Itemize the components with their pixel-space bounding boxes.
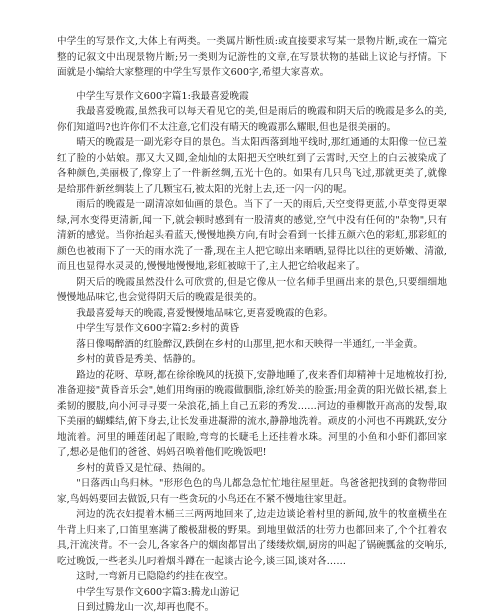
intro-paragraph: 中学生的写景作文,大体上有两类。一类属片断性质:或直接要求写某一景物片断,或在一篇完整的记叙文中出现景物片断;另一类则为记游性的文章,在写景状物的基础上议论与抒情。下面就是小编给大家整理的中学生写景作文600字,希望大家喜欢。 bbox=[57, 36, 447, 78]
section-title: 中学生写景作文600字篇3:腾龙山游记 bbox=[76, 586, 240, 598]
body-paragraph: 我最喜爱晚霞,虽然我可以每天看见它的美,但是雨后的晚霞和阴天后的晚霞是多么的美,你们知道吗?也许你们不太注意,它们没有晴天的晚霞那么耀眼,但也是很美丽的。 bbox=[57, 106, 447, 133]
body-paragraph: 雨后的晚霞是一副清凉如仙画的景色。当下了一天的雨后,天空变得更蓝,小草变得更翠绿,河水变得更清新,闻一下,就会顿时感到有一股清爽的感觉,空气中没有任何的"杂物",只有清新的感觉。当你抬起头看蓝天,慢慢地换方向,有时会看到一长排五颜六色的彩虹,那彩虹的颜色也被雨下了一天的雨水洗了一番,现在主人把它晾出来晒晒,显得比以往的更娇嫩、清澈,而且也显得水灵灵的,慢慢地慢慢地,彩虹被晾干了,主人把它给收起来了。 bbox=[57, 199, 447, 272]
article bbox=[57, 34, 447, 616]
section-title: 中学生写景作文600字篇1:我最喜爱晚霞 bbox=[76, 90, 249, 102]
body-paragraph: 乡村的黄昏又是忙碌、热闹的。 bbox=[76, 462, 212, 474]
body-paragraph: 日到过腾龙山一次,却再也爬不。 bbox=[76, 602, 215, 613]
section-title: 中学生写景作文600字篇2:乡村的黄昏 bbox=[76, 323, 240, 334]
body-paragraph: 乡村的黄昏是秀美、恬静的。 bbox=[76, 354, 202, 365]
spacer bbox=[57, 81, 447, 89]
body-paragraph: 路边的花呀、草呀,都在徐徐晚风的抚摸下,安静地睡了,夜来香们却精神十足地梳妆打扮,准备迎接"黄昏音乐会",她们用绚丽的晚霞做胭脂,涂红娇美的脸蛋;用金黄的阳光做长裙,套上柔韧的腰肢,向小河寻寻要一朵浪花,插上自己五彩的秀发……河边的垂柳散开高高的发髻,取下美丽的蝴蝶结,俯下身去,让长发垂进凝滞的流水,静静地洗着。顽皮的小河也不再跳跃,安分地流着。河里的睡莲闭起了眼睑,弯弯的长睫毛上还挂着水珠。河里的小鱼和小虾们都回家了,想必是他们的爸爸、妈妈召唤着他们吃晚饭吧! bbox=[57, 369, 447, 458]
body-paragraph: 这时,一弯新月已隐隐约约挂在夜空。 bbox=[76, 571, 234, 582]
body-paragraph: 阴天后的晚霞虽然没什么可欣赏的,但是它像从一位名师手里画出来的景色,只要细细地慢慢地品味它,也会觉得阴天后的晚霞是很美的。 bbox=[57, 276, 447, 303]
body-paragraph: 河边的洗衣妇提着木桶三三两两地回来了,边走边谈论着村里的新闻,放牛的牧童横坐在牛背上归来了,口笛里塞满了酸极甜极的野果。到地里做活的壮劳力也都回来了,个个扛着农具,汗流浃背。不一会儿,各家各户的烟囱都冒出了缕缕炊烟,厨房的叫起了锅碗瓢盆的交响乐,吃过晚饭,一些老头儿叼着烟斗蹲在一起谈古论今,谈三国,谈对各…… bbox=[57, 509, 447, 567]
body-paragraph: 落日像喝醉酒的红脸醉汉,跌倒在乡村的山那里,把水和天映得一半通红,一半金黄。 bbox=[76, 338, 424, 350]
body-paragraph: 我最喜爱每天的晚霞,喜爱慢慢地品味它,更喜爱晚霞的色彩。 bbox=[76, 307, 334, 319]
body-paragraph: "日落西山鸟归林。"形形色色的鸟儿都急急忙忙地往屋里赶。鸟爸爸把找到的食物带回家,鸟妈妈要回去做饭,只有一些贪玩的小鸟还在不紧不慢地往家里赶。 bbox=[57, 478, 447, 505]
body-paragraph: 晴天的晚霞是一副光彩夺目的景色。当太阳西落到地平线时,那红通通的太阳像一位已羞红了脸的小姑娘。那又大又圆,金灿灿的太阳把天空映红到了云霄时,天空上的白云被染成了各种颜色,美丽极了,像穿上了一件新丝绸,五光十色的。如果有几只鸟飞过,那就更美了,就像是给那件新丝绸装上了几颗宝石,被太阳的光射上去,还一闪一闪的呢。 bbox=[57, 137, 447, 195]
